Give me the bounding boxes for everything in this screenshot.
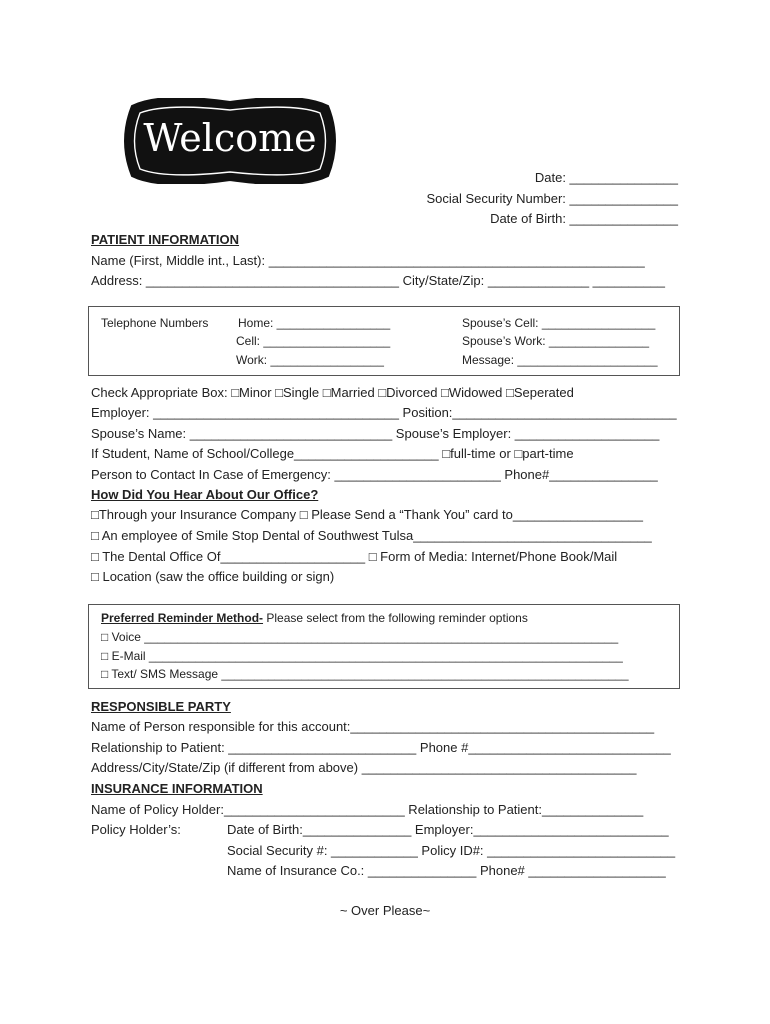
home-phone-field[interactable]: Home: _________________ xyxy=(238,316,391,330)
ssn-field[interactable]: Social Security Number: _______________ xyxy=(426,191,678,206)
insurance-heading: INSURANCE INFORMATION xyxy=(91,781,263,796)
cell-phone-field[interactable]: Cell: ___________________ xyxy=(236,334,391,348)
date-field[interactable]: Date: _______________ xyxy=(534,170,678,185)
patient-info-heading: PATIENT INFORMATION xyxy=(91,232,240,247)
policy-holder-field[interactable]: Name of Policy Holder:_________________________ Relationship to Patient:______________ xyxy=(91,802,644,817)
hear-option-employee[interactable]: □ An employee of Smile Stop Dental of Southwest Tulsa_________________________________ xyxy=(91,528,652,543)
hear-about-heading: How Did You Hear About Our Office? xyxy=(91,487,319,502)
holder-dob-field[interactable]: Date of Birth:_______________ Employer:___________________________ xyxy=(227,822,669,837)
insurance-company-field[interactable]: Name of Insurance Co.: _______________ Phone# ___________________ xyxy=(227,863,666,878)
over-please-note: ~ Over Please~ xyxy=(339,903,431,918)
responsible-address-field[interactable]: Address/City/State/Zip (if different from above) ______________________________________ xyxy=(91,760,637,775)
responsible-party-heading: RESPONSIBLE PARTY xyxy=(91,699,231,714)
patient-address-field[interactable]: Address: ___________________________________ City/State/Zip: ______________ __________ xyxy=(91,273,665,288)
spouse-field[interactable]: Spouse’s Name: ____________________________ Spouse’s Employer: ____________________ xyxy=(91,426,660,441)
hear-option-dental-office[interactable]: □ The Dental Office Of____________________ □ Form of Media: Internet/Phone Book/Mail xyxy=(91,549,618,564)
reminder-voice-option[interactable]: □ Voice _______________________________________________________________________ xyxy=(101,630,619,644)
reminder-intro: Please select from the following reminder options xyxy=(263,611,528,625)
telephone-label: Telephone Numbers xyxy=(101,316,209,330)
hear-option-location[interactable]: □ Location (saw the office building or sign) xyxy=(91,569,335,584)
student-field[interactable]: If Student, Name of School/College____________________ □full-time or □part-time xyxy=(91,446,574,461)
responsible-relationship-field[interactable]: Relationship to Patient: __________________________ Phone #____________________________ xyxy=(91,740,671,755)
patient-name-field[interactable]: Name (First, Middle int., Last): ____________________________________________________ xyxy=(91,253,645,268)
policy-holders-label: Policy Holder’s: xyxy=(91,822,181,837)
employer-field[interactable]: Employer: __________________________________ Position:_______________________________ xyxy=(91,405,677,420)
reminder-line xyxy=(101,611,528,626)
emergency-contact-field[interactable]: Person to Contact In Case of Emergency: _______________________ Phone#_______________ xyxy=(91,467,658,482)
holder-ssn-field[interactable]: Social Security #: ____________ Policy ID#: __________________________ xyxy=(227,843,676,858)
spouse-cell-field[interactable]: Spouse’s Cell: _________________ xyxy=(462,316,656,330)
work-phone-field[interactable]: Work: _________________ xyxy=(236,353,384,367)
logo-text: Welcome xyxy=(143,116,317,160)
marital-checkboxes[interactable]: Check Appropriate Box: □Minor □Single □Married □Divorced □Widowed □Seperated xyxy=(91,385,574,400)
reminder-sms-option[interactable]: □ Text/ SMS Message _____________________________________________________________ xyxy=(101,667,629,681)
responsible-name-field[interactable]: Name of Person responsible for this account:__________________________________________ xyxy=(91,719,655,734)
hear-option-insurance[interactable]: □Through your Insurance Company □ Please Send a “Thank You” card to__________________ xyxy=(91,507,643,522)
message-phone-field[interactable]: Message: _____________________ xyxy=(462,353,658,367)
reminder-email-option[interactable]: □ E-Mail _______________________________________________________________________ xyxy=(101,649,623,663)
reminder-heading: Preferred Reminder Method- xyxy=(101,611,264,625)
spouse-work-field[interactable]: Spouse’s Work: _______________ xyxy=(462,334,650,348)
dob-field[interactable]: Date of Birth: _______________ xyxy=(490,211,678,226)
